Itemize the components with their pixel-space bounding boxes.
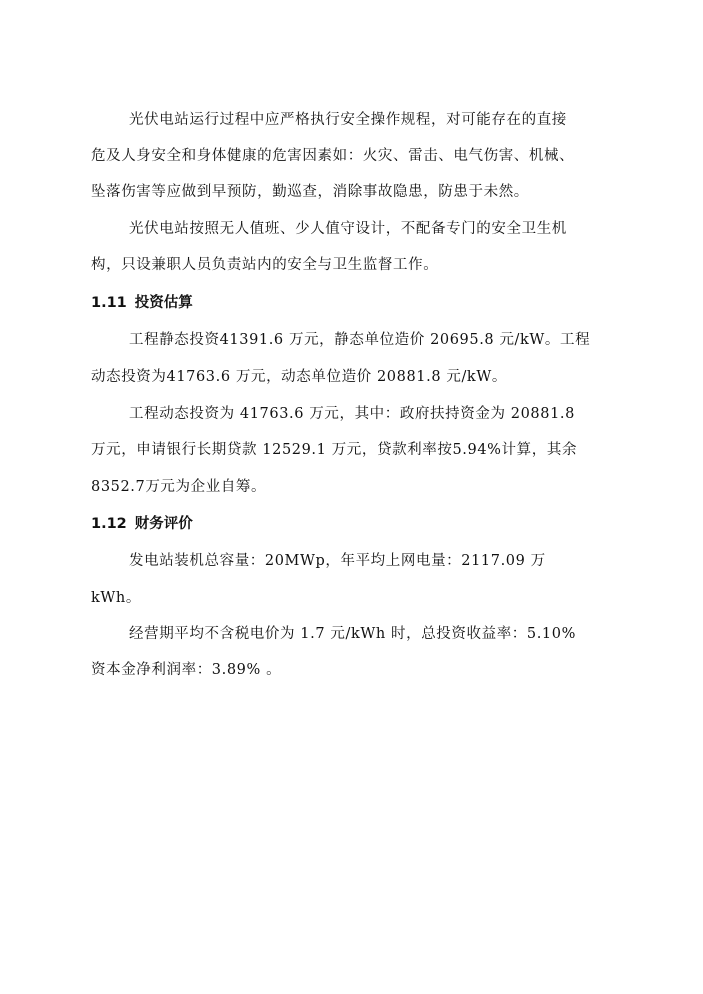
paragraph-line: 8352.7万元为企业自筹。 <box>91 479 267 495</box>
paragraph-line: 光伏电站按照无人值班、少人值守设计，不配备专门的安全卫生机 <box>129 221 567 237</box>
paragraph-line: 工程静态投资41391.6 万元，静态单位造价 20695.8 元/kW。工程 <box>129 332 591 348</box>
paragraph-line: kWh。 <box>91 590 141 606</box>
paragraph-line: 资本金净利润率：3.89% 。 <box>91 662 282 678</box>
paragraph-line: 动态投资为41763.6 万元，动态单位造价 20881.8 元/kW。 <box>91 369 507 385</box>
paragraph-line: 经营期平均不含税电价为 1.7 元/kWh 时，总投资收益率：5.10% <box>129 626 576 642</box>
section-title: 投资估算 <box>134 295 193 311</box>
section-title: 财务评价 <box>134 516 193 532</box>
paragraph-line: 发电站装机总容量：20MWp，年平均上网电量：2117.09 万 <box>129 553 546 569</box>
section-heading-financial <box>91 514 193 534</box>
section-number: 1.11 <box>91 295 127 311</box>
paragraph-line: 光伏电站运行过程中应严格执行安全操作规程，对可能存在的直接 <box>129 112 567 128</box>
paragraph-line: 坠落伤害等应做到早预防，勤巡查，消除事故隐患，防患于未然。 <box>91 184 529 200</box>
section-number: 1.12 <box>91 516 127 532</box>
paragraph-line: 工程动态投资为 41763.6 万元，其中：政府扶持资金为 20881.8 <box>129 406 575 422</box>
paragraph-line: 构，只设兼职人员负责站内的安全与卫生监督工作。 <box>91 257 439 273</box>
paragraph-line: 万元，申请银行长期贷款 12529.1 万元，贷款利率按5.94%计算，其余 <box>91 442 578 458</box>
section-heading-investment <box>91 293 193 313</box>
paragraph-line: 危及人身安全和身体健康的危害因素如：火灾、雷击、电气伤害、机械、 <box>91 148 575 164</box>
